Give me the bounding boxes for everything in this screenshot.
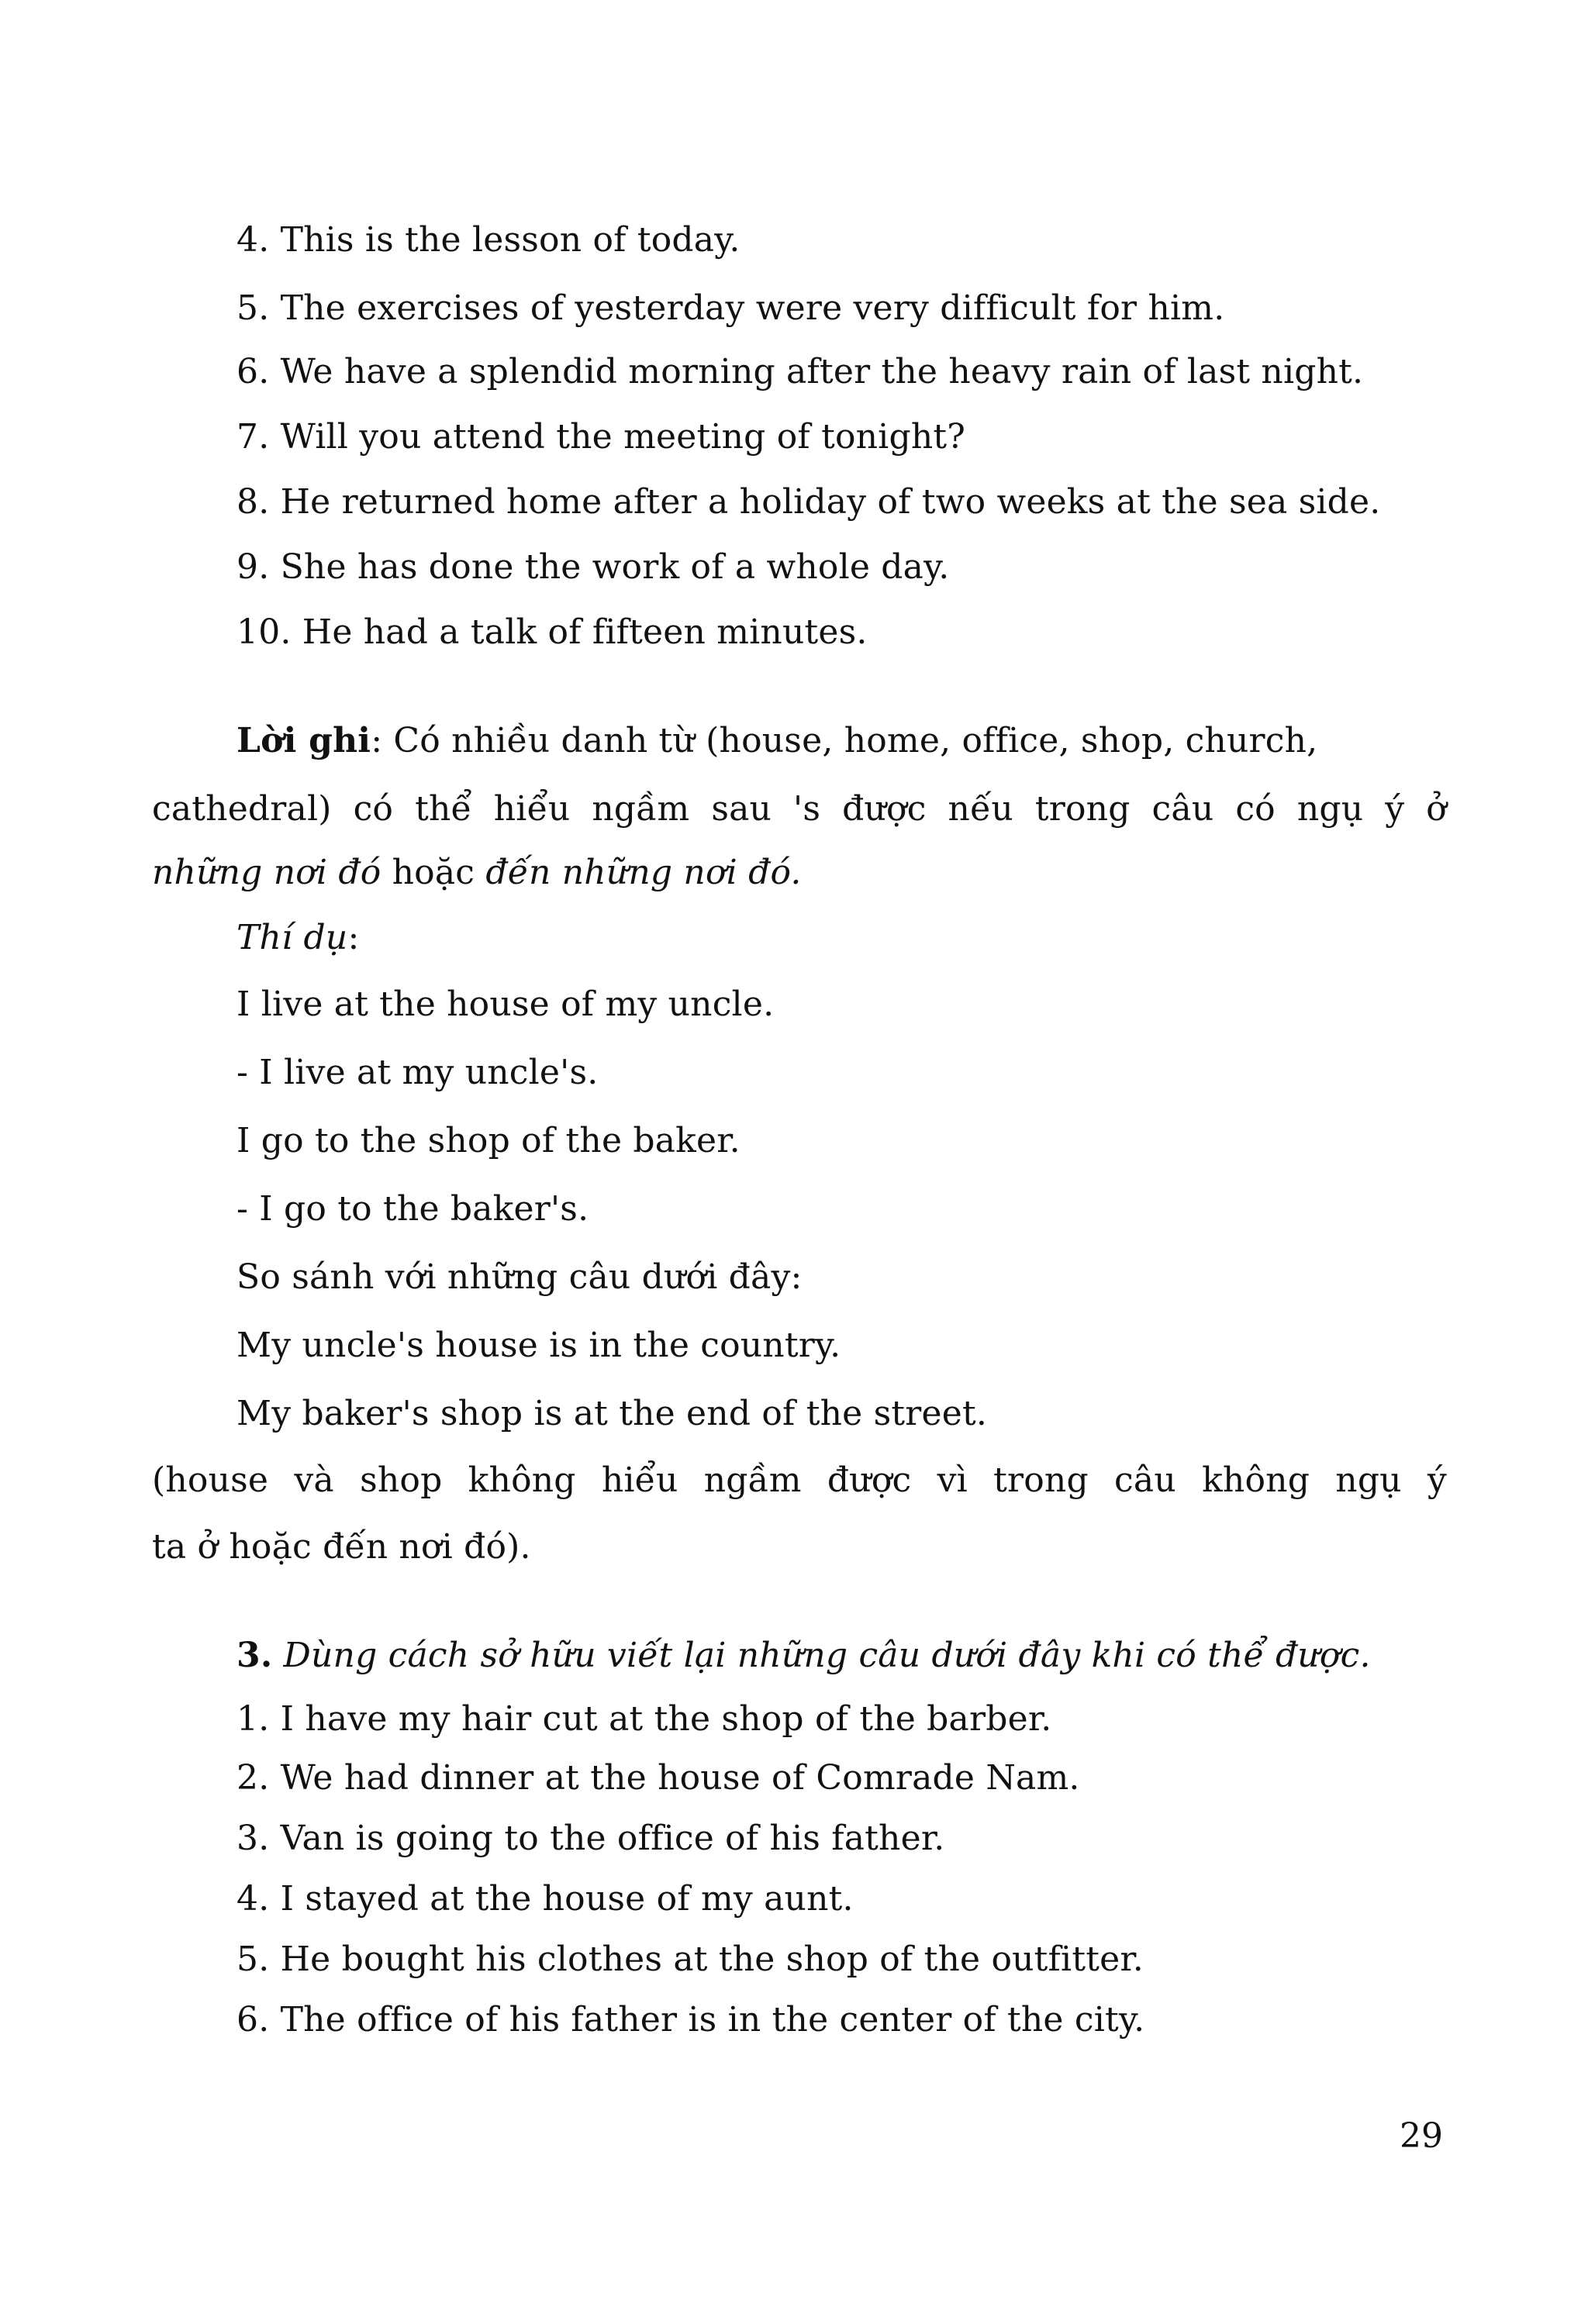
note-line xyxy=(152,851,802,895)
examples-label: Thí dụ xyxy=(236,918,348,957)
exercise-item: 2. We had dinner at the house of Comrade Nam. xyxy=(236,1758,1080,1798)
example-line: I go to the shop of the baker. xyxy=(236,1121,740,1160)
explanation-line: (house và shop không hiểu ngầm được vì trong câu không ngụ ý xyxy=(152,1460,1447,1500)
example-line: - I go to the baker's. xyxy=(236,1189,589,1229)
exercise-item: 3. Van is going to the office of his father. xyxy=(236,1819,945,1858)
exercise-item: 5. He bought his clothes at the shop of the outfitter. xyxy=(236,1940,1144,1979)
exercise-item: 9. She has done the work of a whole day. xyxy=(236,547,950,587)
exercise3-instruction: Dùng cách sở hữu viết lại những câu dưới đây khi có thể được. xyxy=(272,1636,1371,1675)
exercise-item: 5. The exercises of yesterday were very difficult for him. xyxy=(236,288,1225,328)
note-italic: những nơi đó xyxy=(152,853,381,892)
note-label: Lời ghi xyxy=(236,721,371,760)
note-italic: đến những nơi đó. xyxy=(485,853,802,892)
exercise-item: 8. He returned home after a holiday of two weeks at the sea side. xyxy=(236,482,1381,522)
example-line: I live at the house of my uncle. xyxy=(236,984,775,1024)
exercise3-number: 3. xyxy=(236,1636,273,1675)
exercise-item: 7. Will you attend the meeting of tonight? xyxy=(236,417,966,457)
exercise-item: 10. He had a talk of fifteen minutes. xyxy=(236,612,868,652)
exercise-item: 4. This is the lesson of today. xyxy=(236,220,740,260)
examples-heading xyxy=(236,916,359,960)
examples-colon: : xyxy=(347,918,360,957)
note-text: hoặc xyxy=(381,853,486,892)
exercise-item: 6. The office of his father is in the center of the city. xyxy=(236,2000,1145,2040)
explanation-line: ta ở hoặc đến nơi đó). xyxy=(152,1527,531,1567)
exercise-item: 6. We have a splendid morning after the heavy rain of last night. xyxy=(236,352,1364,391)
example-line: So sánh với những câu dưới đây: xyxy=(236,1257,803,1297)
example-line: My baker's shop is at the end of the street. xyxy=(236,1394,988,1433)
exercise3-heading xyxy=(236,1634,1371,1677)
note-line: cathedral) có thể hiểu ngầm sau 's được nếu trong câu có ngụ ý ở xyxy=(152,789,1447,829)
note-line xyxy=(236,719,1317,763)
example-line: My uncle's house is in the country. xyxy=(236,1326,841,1365)
exercise-item: 1. I have my hair cut at the shop of the barber. xyxy=(236,1699,1052,1739)
exercise-item: 4. I stayed at the house of my aunt. xyxy=(236,1879,854,1919)
example-line: - I live at my uncle's. xyxy=(236,1053,599,1092)
page-number: 29 xyxy=(1400,2116,1443,2156)
note-text: : Có nhiều danh từ (house, home, office, shop, church, xyxy=(371,721,1318,760)
